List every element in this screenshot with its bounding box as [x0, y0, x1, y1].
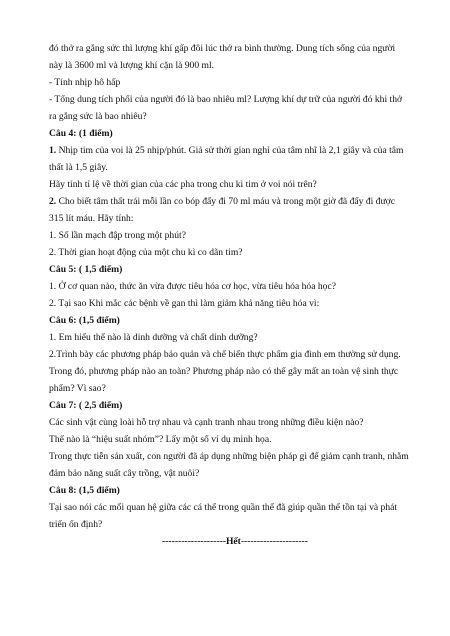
text-line: này là 3600 ml và lượng khí cặn là 900 ml. — [49, 60, 215, 71]
part-number: 1. — [49, 145, 57, 156]
part-number: 2. — [49, 196, 57, 207]
question-4-part-2 — [49, 193, 421, 210]
document-body — [49, 40, 421, 550]
text-line: Các sinh vật cùng loài hỗ trợ nhau và cạnh tranh nhau trong những điều kiện nào? — [49, 417, 364, 428]
text-line: 1. Ở cơ quan nào, thức ăn vừa được tiêu hóa cơ học, vừa tiêu hóa hóa học? — [49, 281, 336, 292]
text-line: Trong thực tiễn sản xuất, con người đã áp dụng những biện pháp gì để giảm cạnh tranh, nhằm — [49, 451, 409, 462]
text-line: 1. Em hiểu thế nào là dinh dưỡng và chất dinh dưỡng? — [49, 332, 258, 343]
end-of-document-line: --------------------Hết--------------------- — [162, 536, 308, 547]
part-text: Nhịp tim của voi là 25 nhịp/phút. Giả sử thời gian nghỉ của tâm nhĩ là 2,1 giây và của tâm — [56, 145, 404, 156]
part-text: Cho biết tâm thất trái mỗi lần co bóp đẩy đi 70 ml máu và trong một giờ đã đẩy đi được — [56, 196, 396, 207]
text-line: 315 lít máu. Hãy tính: — [49, 213, 134, 224]
text-line: - Tính nhịp hô hấp — [49, 77, 121, 88]
question-5-heading: Câu 5: ( 1,5 điểm) — [49, 264, 123, 275]
question-8-heading: Câu 8: (1,5 điểm) — [49, 485, 120, 496]
text-line: đó thở ra gắng sức thì lượng khí gấp đôi lúc thở ra bình thường. Dung tích sống của người — [49, 43, 396, 54]
text-line: Thế nào là “hiệu suất nhóm”? Lấy một số ví dụ minh họa. — [49, 434, 272, 445]
text-line: phẩm? Vì sao? — [49, 383, 106, 394]
text-line: ra gắng sức là bao nhiêu? — [49, 111, 147, 122]
question-4-part-1 — [49, 142, 421, 159]
text-line: 2. Thời gian hoạt động của một chu kì co dãn tim? — [49, 247, 243, 258]
text-line: 2.Trình bày các phương pháp bảo quản và chế biến thực phẩm gia đình em thường sử dụng. — [49, 349, 401, 360]
question-7-heading: Câu 7: ( 2,5 điểm) — [49, 400, 123, 411]
text-line: Hãy tính tỉ lệ về thời gian của các pha trong chu kì tim ở voi nói trên? — [49, 179, 317, 190]
question-6-heading: Câu 6: (1,5 điểm) — [49, 315, 120, 326]
text-line: - Tổng dung tích phổi của người đó là bao nhiêu ml? Lượng khí dự trữ của người đó khi thở — [49, 94, 403, 105]
text-line: Tại sao nói các mối quan hệ giữa các cá thể trong quần thể đã giúp quần thể tồn tại và phát — [49, 502, 398, 513]
text-line: đảm bảo năng suất cây trồng, vật nuôi? — [49, 468, 200, 479]
text-line: 2. Tại sao Khi mắc các bệnh về gan thì làm giảm khả năng tiêu hóa vì: — [49, 298, 320, 309]
text-line: Trong đó, phương pháp nào an toàn? Phương pháp nào có thể gây mất an toàn vệ sinh thực — [49, 366, 399, 377]
text-line: thất là 1,5 giây. — [49, 162, 108, 173]
question-4-heading: Câu 4: (1 điểm) — [49, 128, 113, 139]
text-line: 1. Số lần mạch đập trong một phút? — [49, 230, 186, 241]
text-line: triển ổn định? — [49, 519, 103, 530]
